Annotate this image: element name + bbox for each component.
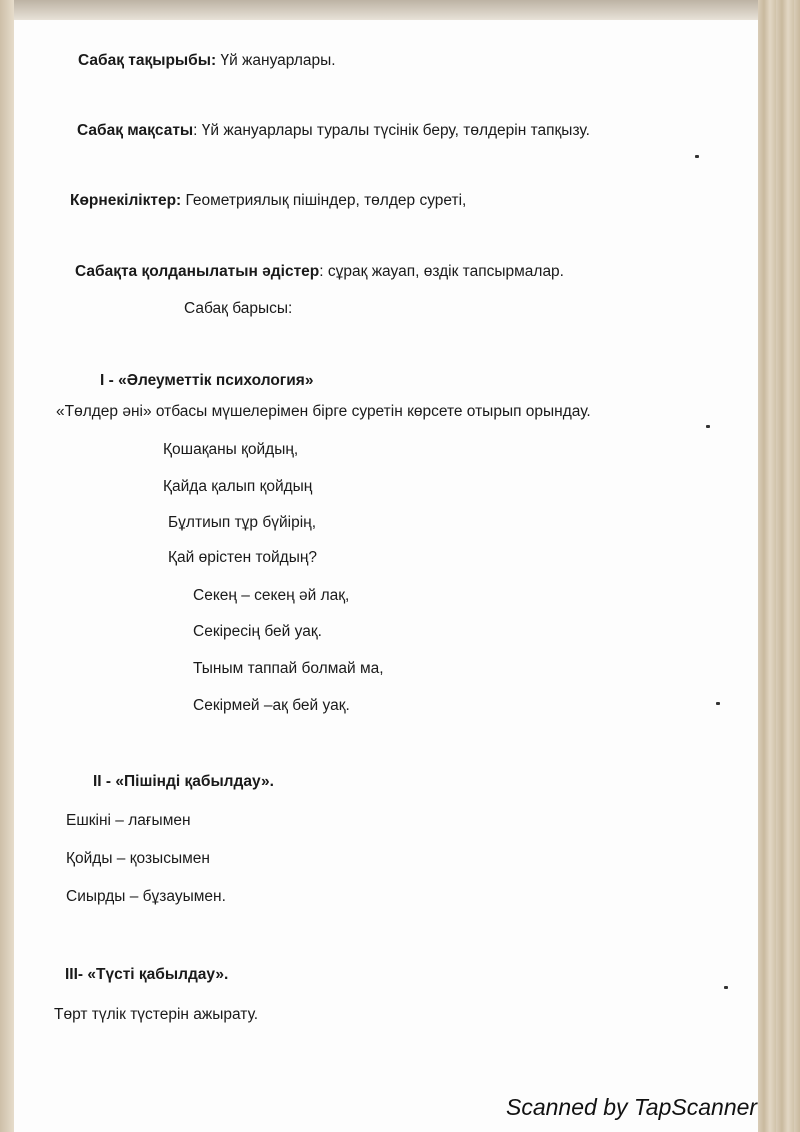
song-line: Секіресің бей уақ. [193,623,322,640]
scan-background-left [0,0,14,1132]
goal-label: Сабақ мақсаты [77,122,194,139]
section3-line: Төрт түлік түстерін ажырату. [54,1006,259,1023]
section1-intro: «Төлдер әні» отбасы мүшелерімен бірге суретін көрсете отырып орындау. [56,403,591,420]
song-line: Қайда қалып қойдың [163,478,313,495]
song-line: Тыным таппай болмай ма, [193,660,384,677]
section2-heading: ІІ - «Пішінді қабылдау». [93,773,274,790]
scan-background-right [758,0,800,1132]
visuals-line [70,192,466,210]
section3-heading: ІІІ- «Түсті қабылдау». [65,966,229,983]
song-line: Секірмей –ақ бей уақ. [193,697,350,714]
methods-value: : сұрақ жауап, өздік тапсырмалар. [319,263,564,280]
scan-background-top [0,0,800,20]
goal-line [77,122,590,140]
visuals-value: Геометриялық пішіндер, төлдер суреті, [181,192,467,209]
scan-speck [724,986,728,989]
topic-line [78,52,336,70]
song-line: Қошақаны қойдың, [163,441,299,458]
scan-speck [706,425,710,428]
goal-value: : Үй жануарлары туралы түсінік беру, төлдерін тапқызу. [193,122,590,139]
song-line: Секең – секең әй лақ, [193,587,350,604]
scan-speck [716,702,720,705]
topic-label: Сабақ тақырыбы: [78,52,217,69]
scan-speck [695,155,699,158]
methods-label: Сабақта қолданылатын әдістер [75,263,320,280]
section1-heading: І - «Әлеуметтік психология» [100,372,314,389]
section2-line: Сиырды – бұзауымен. [66,888,226,905]
topic-value: Үй жануарлары. [216,52,336,69]
visuals-label: Көрнекіліктер: [70,192,182,209]
progress-heading: Сабақ барысы: [184,300,293,317]
methods-line [75,263,564,281]
song-line: Бұлтиып тұр бүйірің, [168,514,316,531]
scanner-watermark: Scanned by TapScanner [506,1094,758,1120]
section2-line: Қойды – қозысымен [66,850,210,867]
section2-line: Ешкіні – лағымен [66,812,191,829]
song-line: Қай өрістен тойдың? [168,549,318,566]
